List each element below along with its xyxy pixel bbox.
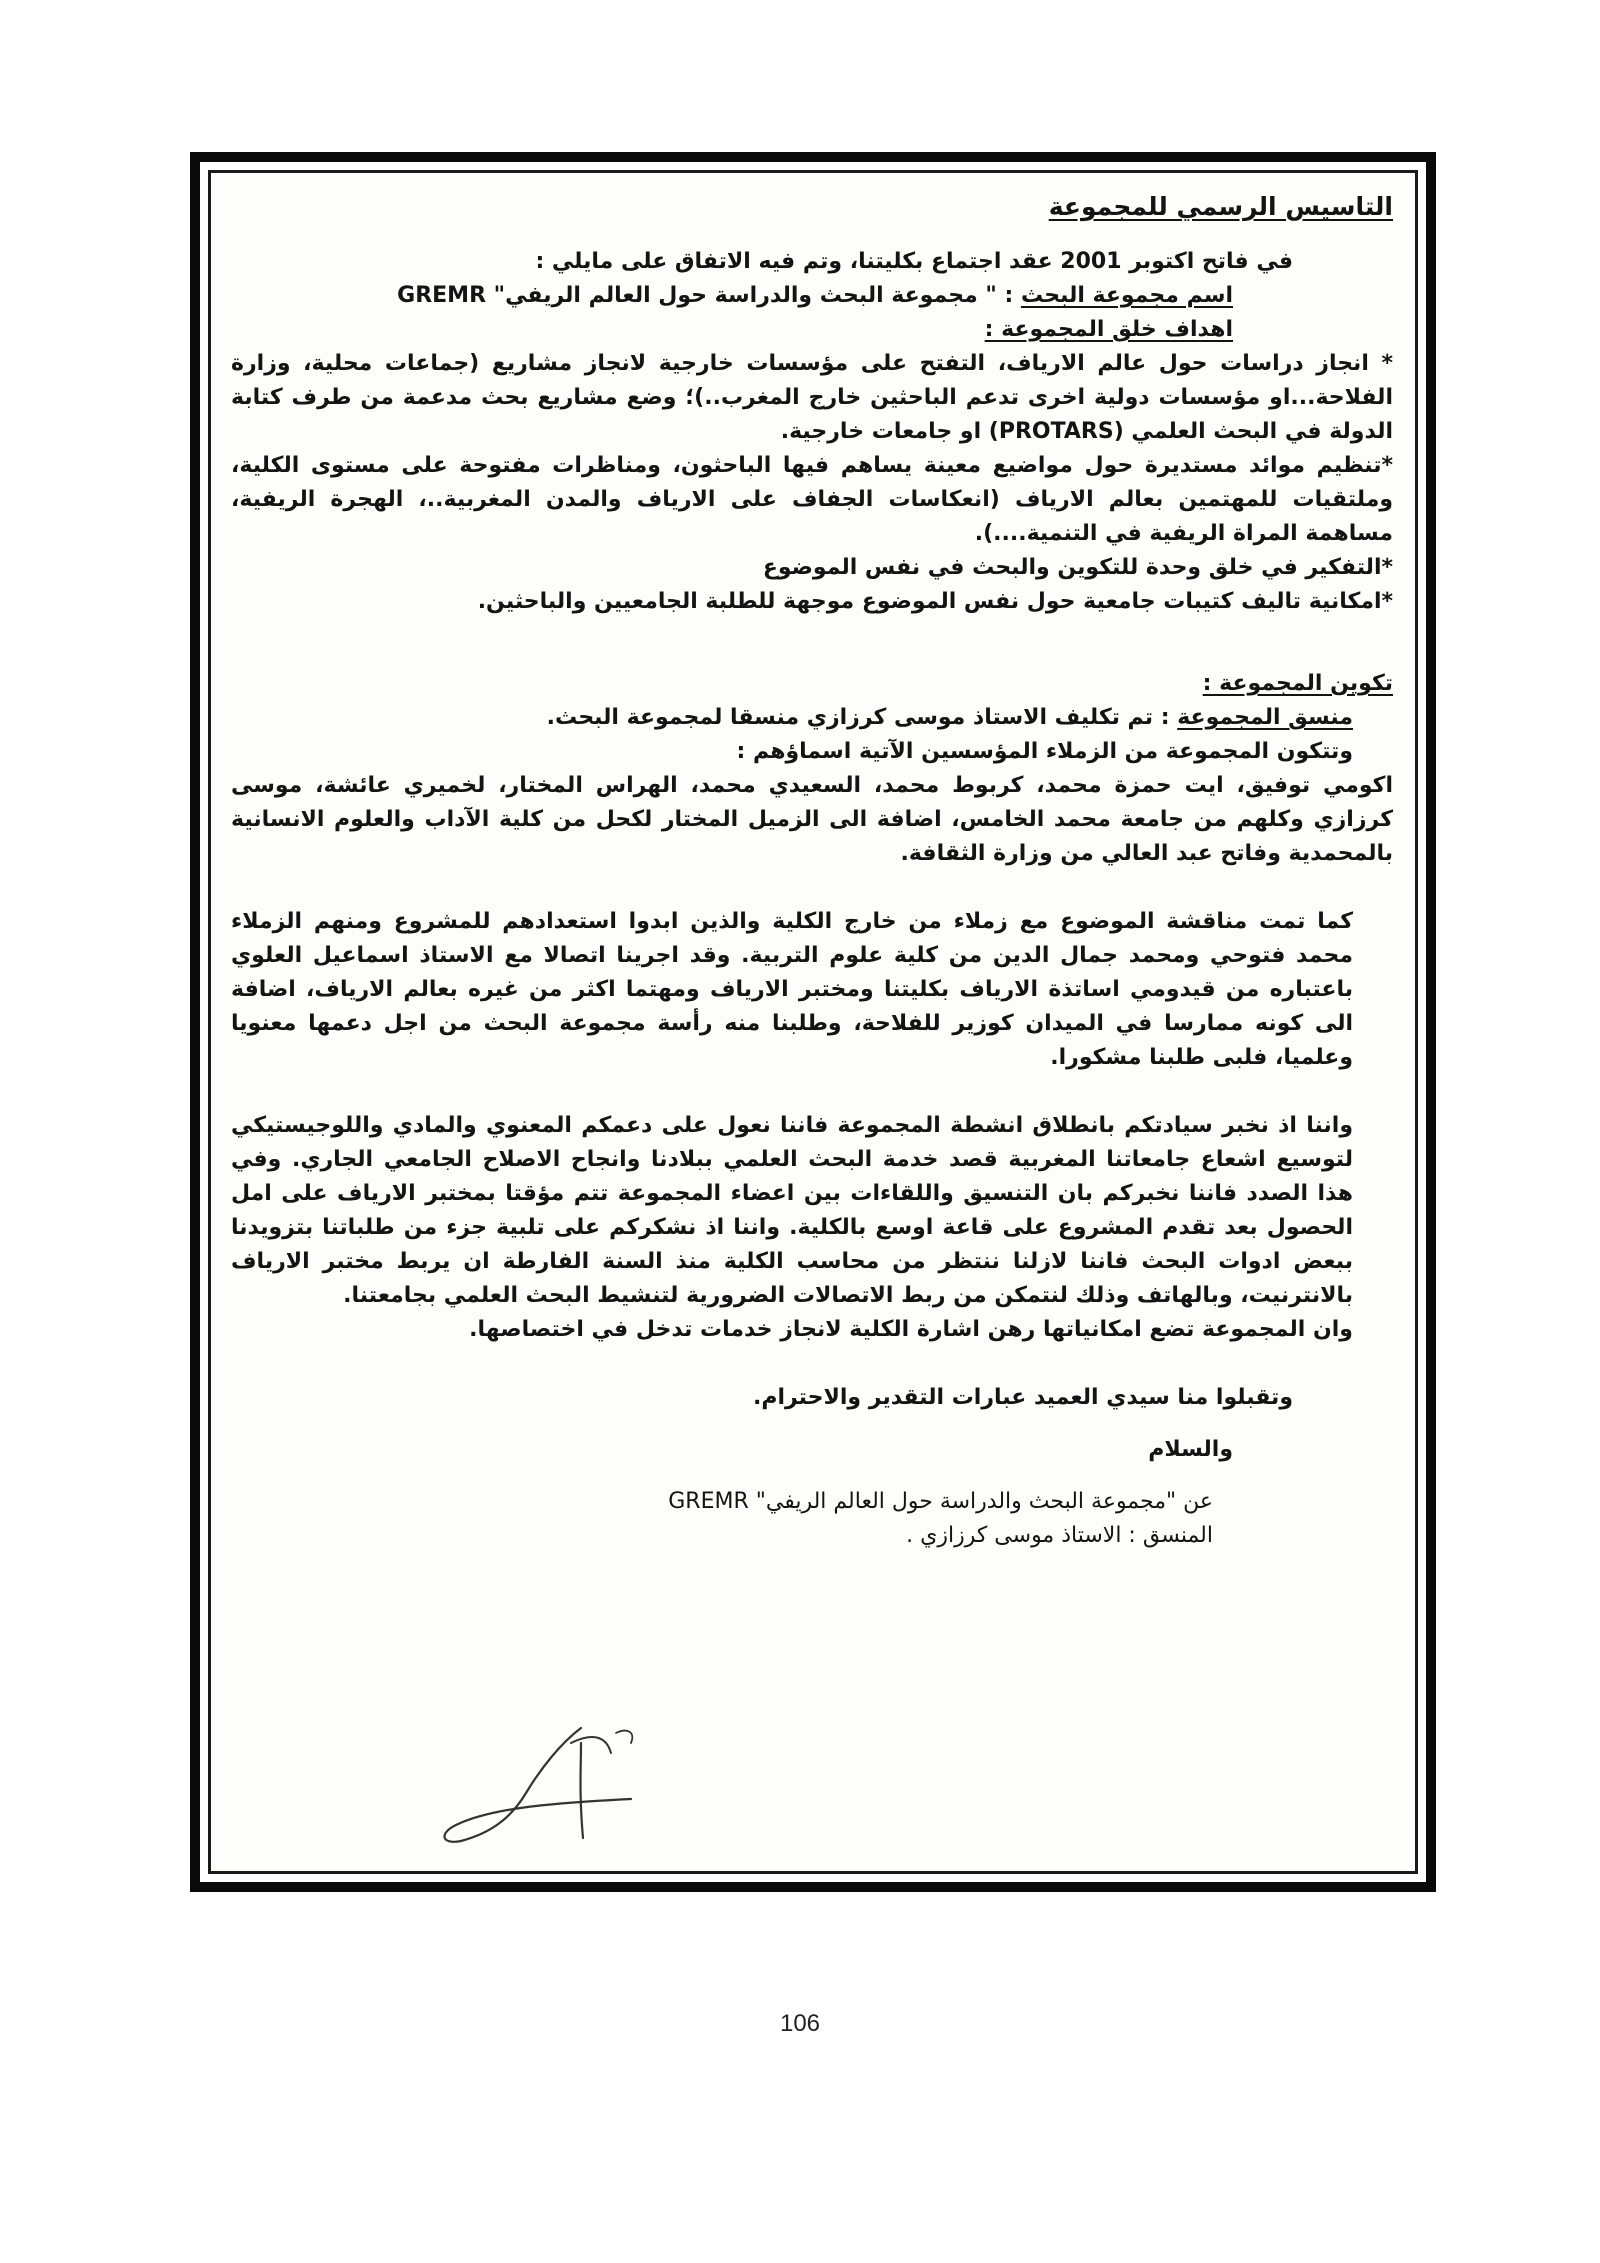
members-intro: وتتكون المجموعة من الزملاء المؤسسين الآتية اسماؤهم : [736, 739, 1353, 764]
support-paragraph: واننا اذ نخبر سيادتكم بانطلاق انشطة المجموعة فاننا نعول على دعمكم المعنوي والمادي واللوجيستيكي لتوسيع اشعاع جامعاتنا المغربية قصد خدمة البحث العلمي ببلادنا وانجاح الاصلاح الجامعي الجاري. وفي هذا الصدد فاننا نخبركم بان التنسيق واللقاءات بين اعضاء المجموعة تتم مؤقتا بمختبر الارياف على امل الحصول بعد تقدم المشروع على قاعة اوسع بالكلية. واننا اذ نشكركم على تلبية جزء من طلباتنا بتزويدنا ببعض ادوات البحث فاننا لازلنا ننتظر من محاسب الكلية منذ السنة الفارطة ان يربط مختبر الارياف بالانترنيت، وبالهاتف وذلك لنتمكن من ربط الاتصالات الضرورية لتنشيط البحث العلمي بجامعتنا. [231, 1113, 1353, 1308]
goal-3: *التفكير في خلق وحدة للتكوين والبحث في نفس الموضوع [762, 555, 1393, 580]
group-name-label: اسم مجموعة البحث [1020, 283, 1233, 308]
coordinator-line [231, 701, 1393, 735]
handwritten-signature [431, 1713, 691, 1853]
formation-heading: تكوين المجموعة : [1202, 671, 1393, 696]
members-list: اكومي توفيق، ايت حمزة محمد، كربوط محمد، السعيدي محمد، الهراس المختار، لخميري عائشة، موسى كرزازي وكلهم من جامعة محمد الخامس، اضافة الى الزميل المختار لكحل من كلية الآداب والعلوم الانسانية بالمحمدية وفاتح عبد العالي من وزارة الثقافة. [231, 773, 1393, 866]
goal-4: *امكانية تاليف كتيبات جامعية حول نفس الموضوع موجهة للطلبة الجامعيين والباحثين. [477, 589, 1393, 614]
group-name-value: : " مجموعة البحث والدراسة حول العالم الريفي" GREMR [397, 283, 1014, 308]
salutation: والسلام [1148, 1437, 1233, 1462]
group-name-line [231, 279, 1393, 313]
letter-body [231, 187, 1393, 1553]
coordinator-label: منسق المجموعة [1177, 705, 1353, 730]
coordinator-value: : تم تكليف الاستاذ موسى كرزازي منسقا لمجموعة البحث. [546, 705, 1170, 730]
closing-line: وتقبلوا منا سيدي العميد عبارات التقدير والاحترام. [752, 1385, 1293, 1410]
goal-1: * انجاز دراسات حول عالم الارياف، التفتح على مؤسسات خارجية لانجاز مشاريع (جماعات محلية، وزارة الفلاحة...او مؤسسات دولية اخرى تدعم الباحثين خارج المغرب..)؛ وضع مشاريع بحث مدعمة من طرف كتابة الدولة في البحث العلمي (PROTARS) او جامعات خارجية. [231, 351, 1393, 444]
letter-page [208, 170, 1418, 1874]
coordinator-signoff: المنسق : الاستاذ موسى كرزازي . [906, 1523, 1213, 1548]
page-number: 106 [779, 2010, 821, 2037]
goals-heading: اهداف خلق المجموعة : [984, 317, 1233, 342]
availability-paragraph: وان المجموعة تضع امكانياتها رهن اشارة الكلية لانجاز خدمات تدخل في اختصاصها. [469, 1317, 1353, 1342]
letter-frame [190, 152, 1436, 1892]
letter-title: التاسيس الرسمي للمجموعة [1048, 192, 1393, 221]
on-behalf-line: عن "مجموعة البحث والدراسة حول العالم الريفي" GREMR [668, 1489, 1213, 1514]
goal-2: *تنظيم موائد مستديرة حول مواضيع معينة يساهم فيها الباحثون، ومناظرات مفتوحة على مستوى الكلية، وملتقيات للمهتمين بعالم الارياف (انعكاسات الجفاف على الارياف والمدن المغربية..، الهجرة الريفية، مساهمة المراة الريفية في التنمية....). [231, 453, 1393, 546]
intro-line: في فاتح اكتوبر 2001 عقد اجتماع بكليتنا، وتم فيه الاتفاق على مايلي : [535, 249, 1293, 274]
discussion-paragraph: كما تمت مناقشة الموضوع مع زملاء من خارج الكلية والذين ابدوا استعدادهم للمشروع ومنهم الزملاء محمد فتوحي ومحمد جمال الدين من كلية علوم التربية. وقد اجرينا اتصالا مع الاستاذ اسماعيل العلوي باعتباره من قيدومي اساتذة الارياف بكليتنا ومختبر الارياف ومهتما اكثر من غيره بعالم الارياف، اضافة الى كونه ممارسا في الميدان كوزير للفلاحة، وطلبنا منه رأسة مجموعة البحث من اجل دعمها معنويا وعلميا، فلبى طلبنا مشكورا. [231, 909, 1353, 1070]
